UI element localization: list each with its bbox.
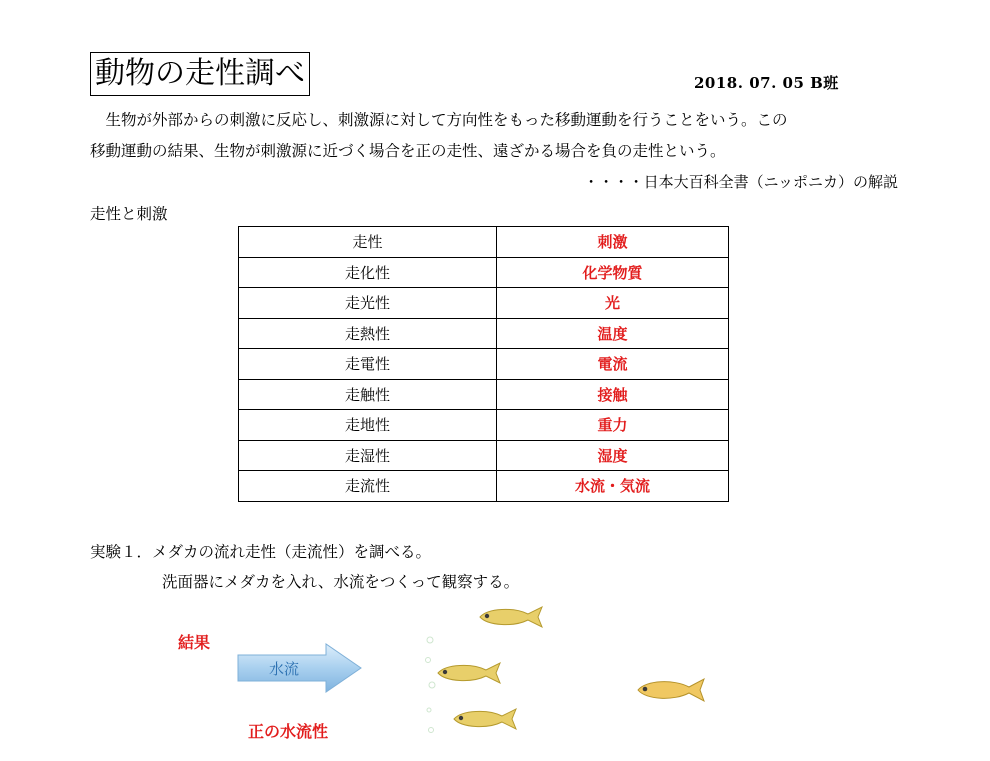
table-cell-taxis: 走化性 — [239, 257, 497, 288]
medaka-fish-icon — [474, 604, 546, 630]
conclusion-label: 正の水流性 — [248, 722, 329, 741]
table-row — [239, 349, 729, 380]
table-cell-stimulus: 光 — [497, 288, 729, 319]
page-title: 動物の走性調べ — [90, 52, 310, 96]
table-row — [239, 440, 729, 471]
table-header-taxis: 走性 — [239, 227, 497, 258]
water-flow-label: 水流 — [268, 660, 299, 678]
table-header-stimulus: 刺激 — [497, 227, 729, 258]
table-cell-taxis: 走触性 — [239, 379, 497, 410]
table-header-row — [239, 227, 729, 258]
medaka-fish-icon — [448, 706, 520, 732]
experiment-description: 洗面器にメダカを入れ、水流をつくって観察する。 — [162, 573, 520, 591]
intro-paragraph-line-2: 移動運動の結果、生物が刺激源に近づく場合を正の走性、遠ざかる場合を負の走性という。 — [90, 142, 726, 160]
date-and-group: 2018. 07. 05 B班 — [694, 74, 839, 92]
citation: ・・・・日本大百科全書（ニッポニカ）の解説 — [583, 173, 898, 191]
medaka-fish-icon — [432, 660, 504, 686]
table-cell-taxis: 走熱性 — [239, 318, 497, 349]
table-cell-taxis: 走地性 — [239, 410, 497, 441]
table-cell-stimulus: 水流・気流 — [497, 471, 729, 502]
table-cell-taxis: 走光性 — [239, 288, 497, 319]
table-cell-stimulus: 湿度 — [497, 440, 729, 471]
table-row — [239, 410, 729, 441]
table-cell-stimulus: 接触 — [497, 379, 729, 410]
table-row — [239, 379, 729, 410]
table-row — [239, 318, 729, 349]
section-title: 走性と刺激 — [90, 205, 168, 223]
medaka-fish-icon — [632, 676, 708, 704]
table-cell-stimulus: 化学物質 — [497, 257, 729, 288]
table-row — [239, 471, 729, 502]
result-label: 結果 — [178, 633, 211, 652]
table-cell-taxis: 走流性 — [239, 471, 497, 502]
table-row — [239, 257, 729, 288]
table-cell-stimulus: 電流 — [497, 349, 729, 380]
table-cell-taxis: 走電性 — [239, 349, 497, 380]
intro-paragraph-line-1: 生物が外部からの刺激に反応し、刺激源に対して方向性をもった移動運動を行うことをいう。この — [90, 111, 788, 129]
table-cell-stimulus: 重力 — [497, 410, 729, 441]
table-row — [239, 288, 729, 319]
experiment-title: 実験１．メダカの流れ走性（走流性）を調べる。 — [90, 543, 432, 561]
table-cell-taxis: 走湿性 — [239, 440, 497, 471]
taxis-stimulus-table — [238, 226, 729, 502]
table-cell-stimulus: 温度 — [497, 318, 729, 349]
